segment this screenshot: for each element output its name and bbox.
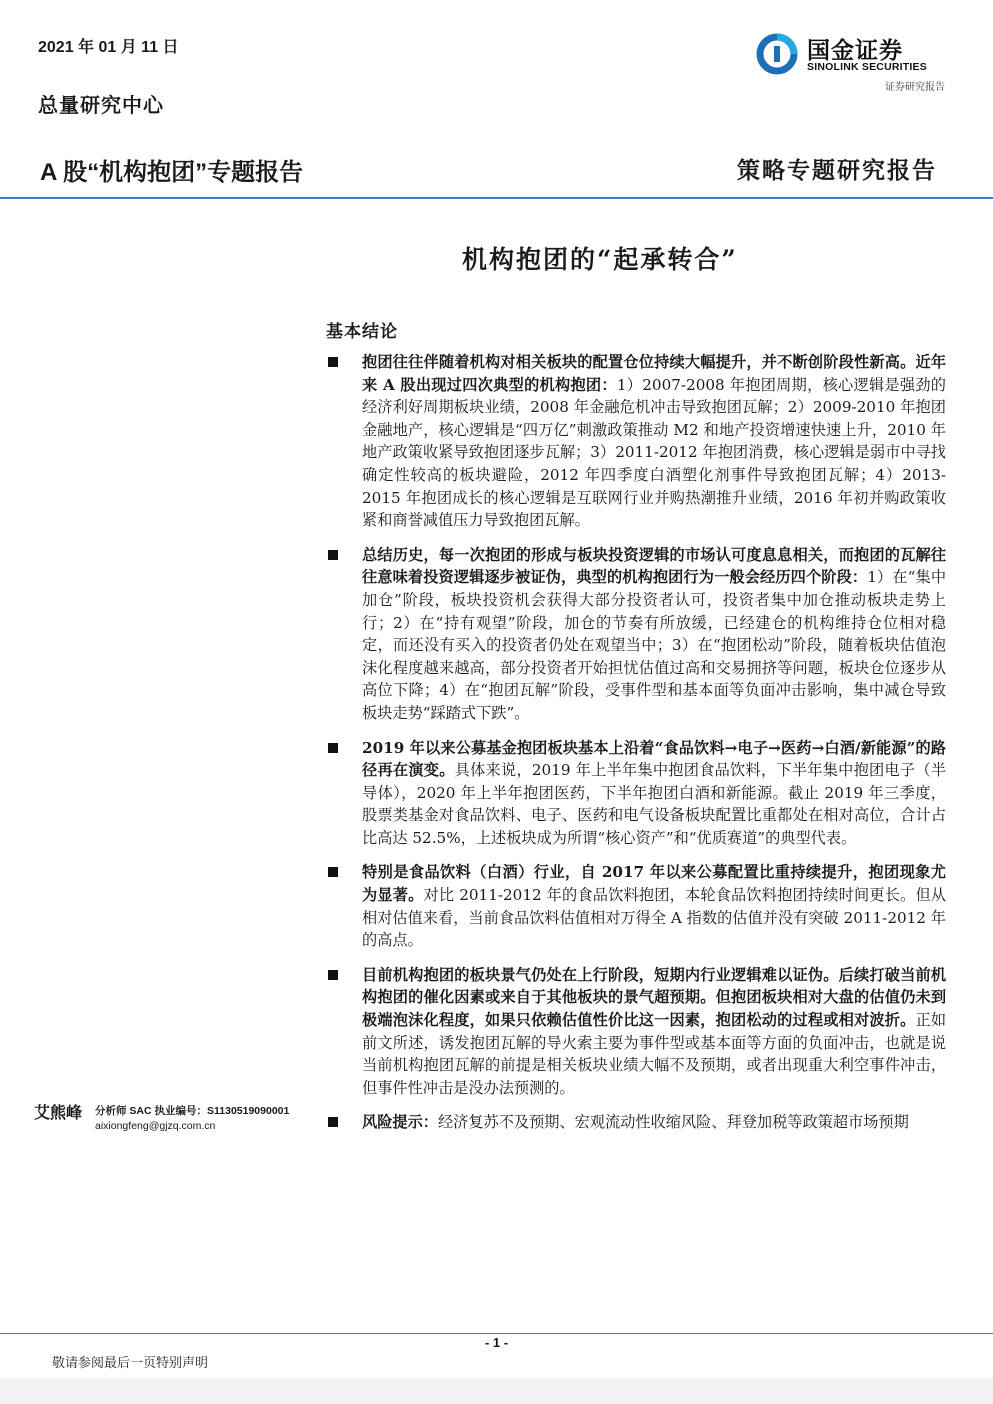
bullet-text: 对比 2011-2012 年的食品饮料抱团，本轮食品饮料抱团持续时间更长。但从相对估值来看，当前食品饮料估值相对万得全 A 指数的估值并没有突破 2011-2012 年的高点。 — [362, 886, 946, 950]
disclaimer-note: 敬请参阅最后一页特别声明 — [52, 1356, 209, 1371]
footer-band — [0, 1378, 993, 1404]
analyst-cert: 分析师 SAC 执业编号：S1130519090001 — [95, 1105, 290, 1117]
bullet-text: 经济复苏不及预期、宏观流动性收缩风险、拜登加税等政策超市场预期 — [437, 1113, 909, 1132]
company-logo — [755, 30, 945, 92]
bullet-text: 正如前文所述，诱发抱团瓦解的导火索主要为事件型或基本面等方面的负面冲击，也就是说当前机构抱团瓦解的前提是相关板块业绩大幅不及预期，或者出现重大利空事件冲击，但事件性冲击是没办法预测的。 — [362, 1011, 947, 1097]
list-item — [326, 861, 946, 951]
bullet-lead: 风险提示： — [362, 1113, 438, 1132]
bullet-square-icon — [328, 550, 338, 560]
bullet-square-icon — [328, 357, 338, 367]
department-name: 总量研究中心 — [38, 93, 164, 117]
report-title: A 股“机构抱团”专题报告 — [40, 159, 304, 186]
list-item — [326, 351, 946, 532]
list-item — [326, 737, 946, 850]
bullet-lead: 2019 年以来公募基金抱团板块基本上沿着“食品饮料→电子→医药→白酒/新能源”的路径再在演变。 — [362, 738, 946, 780]
bullet-text: 具体来说，2019 年上半年集中抱团食品饮料，下半年集中抱团电子（半导体），2020 年上半年抱团医药，下半年抱团白酒和新能源。截止 2019 年三季度，股票类基金对食品饮料、电子、医药和电气设备板块配置比重都处在相对高位，合计占比高达 52.5%，上述板块成为所谓“核心资产”和“优质赛道”的典型代表。 — [362, 761, 947, 847]
report-type: 策略专题研究报告 — [737, 157, 937, 184]
bullet-text: 1）在“集中加仓”阶段，板块投资机会获得大部分投资者认可，投资者集中加仓推动板块走势上行；2）在“持有观望”阶段，加仓的节奏有所放缓，已经建仓的机构维持仓位相对稳定，而还没有买入的投资者仍处在观望当中；3）在“抱团松动”阶段，随着板块估值泡沫化程度越来越高，部分投资者开始担忧估值过高和交易拥挤等问题，板块仓位逐步从高位下降；4）在“抱团瓦解”阶段，受事件型和基本面等负面冲击影响，集中减仓导致板块走势“踩踏式下跌”。 — [362, 568, 947, 722]
bullet-lead: 总结历史，每一次抱团的形成与板块投资逻辑的市场认可度息息相关，而抱团的瓦解往往意味着投资逻辑逐步被证伪，典型的机构抱团行为一般会经历四个阶段： — [362, 545, 946, 587]
report-date: 2021 年 01 月 11 日 — [38, 39, 179, 56]
analyst-email[interactable]: aixiongfeng@gjzq.com.cn — [95, 1120, 216, 1132]
logo-subtitle: 证券研究报告 — [885, 82, 945, 93]
bullet-lead: 目前机构抱团的板块景气仍处在上行阶段，短期内行业逻辑难以证伪。后续打破当前机构抱团的催化因素或来自于其他板块的景气超预期。但抱团板块相对大盘的估值仍未到极端泡沫化程度，如果只依赖估值性价比这一因素，抱团松动的过程或相对波折。 — [362, 965, 946, 1030]
bullet-square-icon — [328, 867, 338, 877]
logo-name-cn: 国金证券 — [807, 38, 903, 64]
footer-divider — [0, 1333, 993, 1334]
bullet-lead: 特别是食品饮料（白酒）行业，自 2017 年以来公募配置比重持续提升，抱团现象尤为显著。 — [362, 863, 946, 905]
list-item — [326, 964, 946, 1100]
bullet-square-icon — [328, 970, 338, 980]
logo-name-en: SINOLINK SECURITIES — [807, 61, 927, 73]
logo-ring-icon — [755, 32, 799, 76]
analyst-name: 艾熊峰 — [34, 1103, 83, 1122]
section-title: 基本结论 — [326, 322, 398, 342]
bullet-square-icon — [328, 1117, 338, 1127]
page-number: - 1 - — [484, 1335, 509, 1350]
main-title: 机构抱团的“起承转合” — [462, 245, 738, 274]
header-divider — [0, 197, 993, 199]
conclusion-list — [326, 351, 946, 1146]
list-item — [326, 1111, 946, 1134]
analyst-info — [95, 1104, 289, 1134]
list-item — [326, 544, 946, 725]
bullet-lead: 抱团往往伴随着机构对相关板块的配置仓位持续大幅提升，并不断创阶段性新高。近年来 A 股出现过四次典型的机构抱团： — [362, 353, 946, 394]
bullet-text: 1）2007-2008 年抱团周期，核心逻辑是强劲的经济利好周期板块业绩，2008 年金融危机冲击导致抱团瓦解；2）2009-2010 年抱团金融地产，核心逻辑是“四万亿”刺激政策推动 M2 和地产投资增速快速上升，2010 年地产政策收紧导致抱团逐步瓦解；3）2011-2012 年抱团消费，核心逻辑是弱市中寻找确定性较高的板块避险，2012 年四季度白酒塑化剂事件导致抱团瓦解；4）2013-2015 年抱团成长的核心逻辑是互联网行业并购热潮推升业绩，2016 年初并购政策收紧和商誉减值压力导致抱团瓦解。 — [362, 375, 946, 530]
bullet-square-icon — [328, 743, 338, 753]
